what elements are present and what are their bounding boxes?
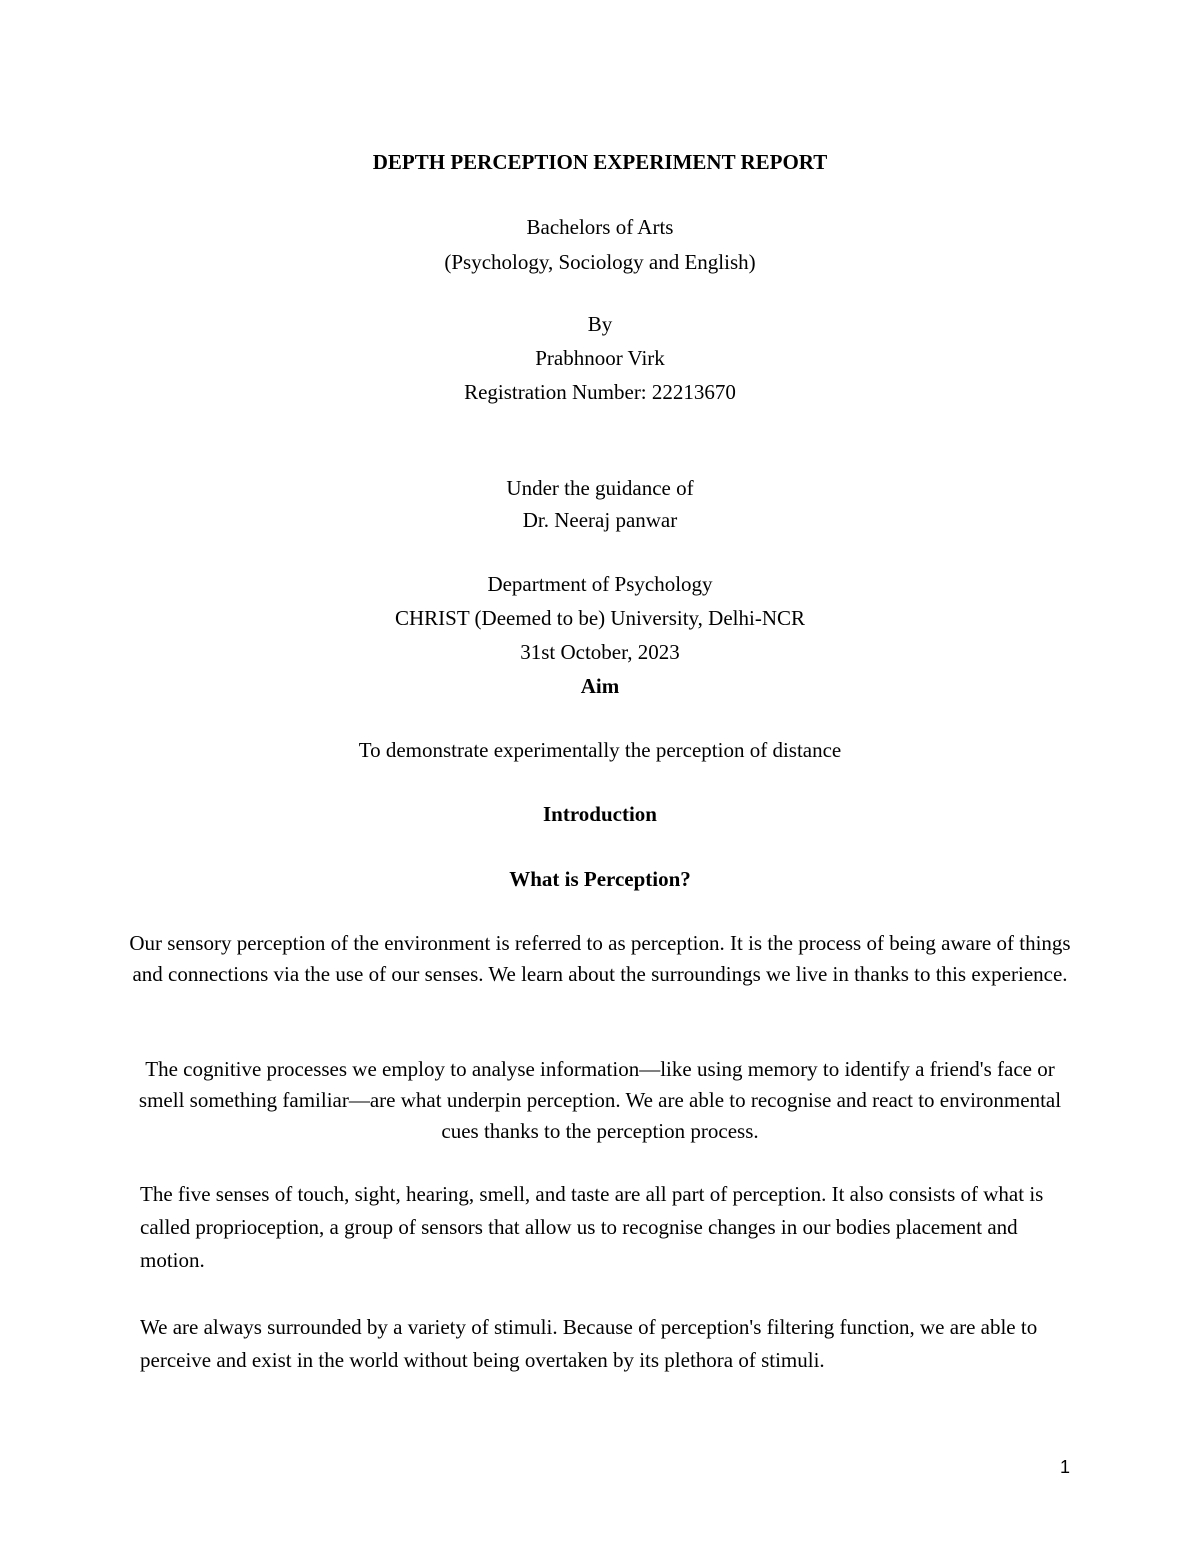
degree-name: Bachelors of Arts	[526, 215, 674, 239]
author-name: Prabhnoor Virk	[535, 346, 665, 370]
report-title: DEPTH PERCEPTION EXPERIMENT REPORT	[372, 150, 828, 174]
by-label: By	[587, 312, 613, 336]
guidance-label: Under the guidance of	[506, 476, 694, 500]
guide-name: Dr. Neeraj panwar	[522, 508, 678, 532]
paragraph-stimuli: We are always surrounded by a variety of stimuli. Because of perception's filtering function, we are able to perceive and exist in the world without being overtaken by its plethora of stimuli.	[140, 1315, 1038, 1372]
perception-subheading: What is Perception?	[509, 867, 691, 891]
introduction-heading: Introduction	[543, 802, 657, 826]
university-name: CHRIST (Deemed to be) University, Delhi-NCR	[394, 606, 806, 630]
department-name: Department of Psychology	[487, 572, 713, 596]
paragraph-five-senses: The five senses of touch, sight, hearing, smell, and taste are all part of perception. It also consists of what is called proprioception, a group of sensors that allow us to recognise changes in our bodies placement and motion.	[140, 1182, 1044, 1272]
paragraph-perception-definition: Our sensory perception of the environment is referred to as perception. It is the process of being aware of things and connections via the use of our senses. We learn about the surroundings we live in thanks to this experience.	[129, 931, 1071, 986]
page-number: 1	[1059, 1457, 1070, 1477]
aim-heading: Aim	[580, 674, 620, 698]
report-date: 31st October, 2023	[520, 640, 680, 664]
degree-subjects: (Psychology, Sociology and English)	[444, 250, 756, 274]
aim-text: To demonstrate experimentally the perception of distance	[358, 738, 842, 762]
registration-number: Registration Number: 22213670	[464, 380, 736, 404]
paragraph-cognitive-processes: The cognitive processes we employ to analyse information—like using memory to identify a friend's face or smell something familiar—are what underpin perception. We are able to recognise and react to environmental cues thanks to the perception process.	[138, 1057, 1062, 1143]
